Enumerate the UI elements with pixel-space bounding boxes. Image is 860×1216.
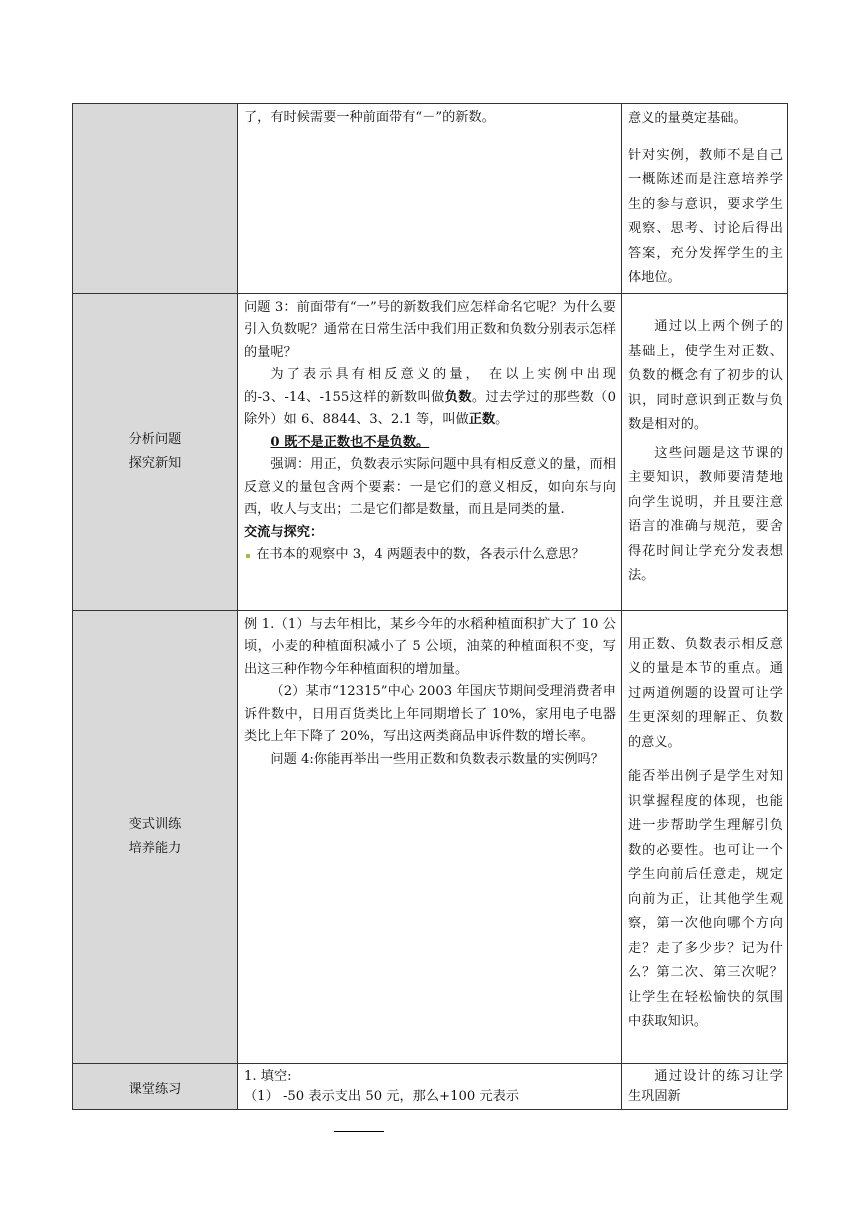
question-4-text: 问题 4:你能再举出一些用正数和负数表示数量的实例吗？ xyxy=(270,751,604,767)
stage-label: 课堂练习 xyxy=(128,1081,182,1097)
row1-side-text-a: 意义的量奠定基础。 xyxy=(628,111,747,126)
stage-label-cell xyxy=(73,610,238,1063)
intent-cell xyxy=(622,610,788,1063)
row3-side-text-a: 用正数、负数表示相反意义的量是本节的重点。通过两道例题的设置可让学生更深刻的理解正、负数的意义。 xyxy=(628,636,783,750)
row1-content-text: 了，有时候需要一种前面带有“－”的新数。 xyxy=(244,110,495,125)
table-row xyxy=(73,293,788,610)
explore-text: 在书本的观察中 3，4 两题表中的数，各表示什么意思？ xyxy=(244,544,616,567)
stage-label-cell xyxy=(73,293,238,610)
lesson-plan-table xyxy=(72,103,788,1110)
emphasis-text: 强调：用正，负数表示实际问题中具有相反意义的量，而相反意义的量包含两个要素：一是它们的意义相反，如向东与向西，收人与支出；二是它们都是数量，而且是同类的量. xyxy=(244,457,616,517)
stage-label-line1: 分析问题 xyxy=(128,431,182,447)
exercise-line-2: （1） -50 表示支出 50 元，那么+100 元表示 xyxy=(244,1088,520,1104)
example-1-part-2-text: （2）某市“12315”中心 2003 年国庆节期间受理消费者申诉件数中，日用百货类比上年同期增长了 10%，家用电子电器类比上年下降了 20%，写出这两类商品申诉件数的增长率。 xyxy=(244,684,616,744)
stage-label-line1: 变式训练 xyxy=(128,816,182,832)
row2-side-text-b: 这些问题是这节课的主要知识，教师要清楚地向学生说明，并且要注意语言的准确与规范，要舍得花时间让学充分发表想法。 xyxy=(628,445,783,584)
intent-cell xyxy=(622,293,788,610)
footer-underline xyxy=(334,1131,384,1132)
activity-cell xyxy=(238,1063,622,1109)
row4-side-text: 通过设计的练习让学生巩固新 xyxy=(628,1068,783,1104)
question-3-text: 问题 3：前面带有“一”号的新数我们应怎样命名它呢？为什么要引入负数呢？通常在日常生活中我们用正数和负数分别表示怎样的量呢？ xyxy=(244,299,616,360)
example-1-text: 例 1.（1）与去年相比，某乡今年的水稻种植面积扩大了 10 公顷，小麦的种植面积减小了 5 公顷，油菜的种植面积不变，写出这三种作物今年种植面积的增加量。 xyxy=(244,616,616,677)
activity-cell xyxy=(238,610,622,1063)
exchange-heading: 交流与探究： xyxy=(244,524,324,540)
intent-cell xyxy=(622,1063,788,1109)
zero-statement: 0 既不是正数也不是负数。 xyxy=(270,434,430,450)
intent-cell xyxy=(622,104,788,294)
row1-side-text-b: 针对实例，教师不是自己一概陈述而是注意培养学生的参与意识，要求学生观察、思考、讨论后得出答案，充分发挥学生的主体地位。 xyxy=(628,147,783,285)
table-row xyxy=(73,1063,788,1109)
bullet-dot-icon xyxy=(246,554,250,558)
stage-label-cell xyxy=(73,1063,238,1109)
row3-side-text-b: 能否举出例子是学生对知识掌握程度的体现，也能进一步帮助学生理解引负数的必要性。也可让一个学生向前后任意走，规定向前为正，让其他学生观察，第一次他向哪个方向走？走了多少步？记为什么？第二次、第三次呢？让学生在轻松愉快的氛围中获取知识。 xyxy=(628,769,783,1029)
stage-label-line2: 探究新知 xyxy=(128,455,182,471)
stage-label-line2: 培养能力 xyxy=(128,840,182,856)
table-row xyxy=(73,104,788,294)
table-row xyxy=(73,610,788,1063)
activity-cell xyxy=(238,293,622,610)
activity-cell xyxy=(238,104,622,294)
exercise-line-1: 1. 填空: xyxy=(244,1068,292,1084)
stage-label-cell xyxy=(73,104,238,294)
definition-text: 为了表示具有相反意义的量， 在以上实例中出现的-3、-14、-155这样的新数叫做负数。过去学过的那些数（0除外）如 6、8844、3、2.1 等，叫做正数。 xyxy=(244,367,616,427)
row2-side-text-a: 通过以上两个例子的基础上，使学生对正数、负数的概念有了初步的认识，同时意识到正数与负数是相对的。 xyxy=(628,319,783,433)
